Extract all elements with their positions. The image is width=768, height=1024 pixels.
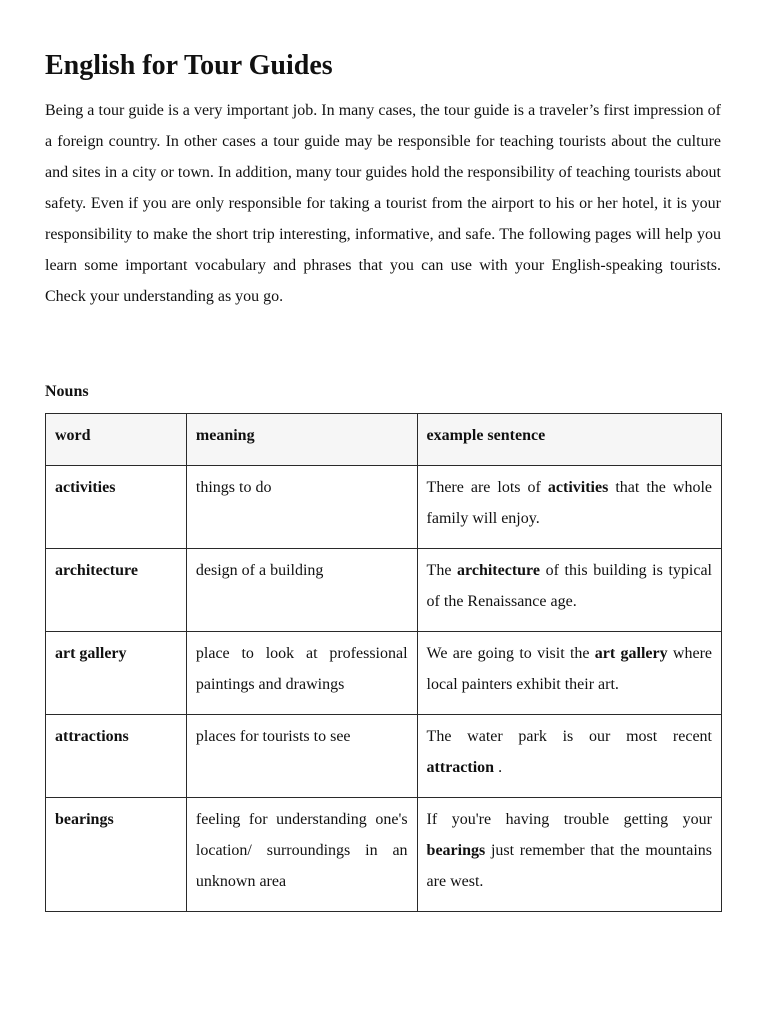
table-row <box>46 798 722 912</box>
table-row <box>46 549 722 632</box>
cell-word: bearings <box>46 798 187 912</box>
example-text: where local painters exhibit their art. <box>426 645 712 693</box>
example-term: architecture <box>457 562 540 579</box>
table-header-row <box>46 414 722 466</box>
cell-example <box>417 798 721 912</box>
cell-meaning: feeling for understanding one's location/ surroundings in an unknown area <box>186 798 417 912</box>
cell-meaning: places for tourists to see <box>186 715 417 798</box>
cell-example <box>417 715 721 798</box>
example-text: just remember that the mountains are west. <box>426 842 712 890</box>
example-text: The water park is our most recent <box>426 728 712 745</box>
vocabulary-table <box>45 413 722 912</box>
intro-paragraph: Being a tour guide is a very important job. In many cases, the tour guide is a traveler’s first impression of a foreign country. In other cases a tour guide may be responsible for teaching tourists about the culture and sites in a city or town. In addition, many tour guides hold the responsibility of teaching tourists about safety. Even if you are only responsible for taking a tourist from the airport to his or her hotel, it is your responsibility to make the short trip interesting, informative, and safe. The following pages will help you learn some important vocabulary and phrases that you can use with your English-speaking tourists. Check your understanding as you go. <box>45 102 721 305</box>
cell-example <box>417 549 721 632</box>
example-term: bearings <box>426 842 486 859</box>
table-row <box>46 715 722 798</box>
page-title: English for Tour Guides <box>45 50 333 81</box>
example-text: If you're having trouble getting your <box>426 811 712 828</box>
cell-meaning: things to do <box>186 466 417 549</box>
table-row <box>46 466 722 549</box>
cell-word: activities <box>46 466 187 549</box>
header-example-sentence: example sentence <box>417 414 721 466</box>
example-text: We are going to visit the <box>426 645 595 662</box>
cell-word: architecture <box>46 549 187 632</box>
example-term: activities <box>547 479 609 496</box>
cell-example <box>417 632 721 715</box>
example-text: . <box>494 759 503 776</box>
example-text: The <box>426 562 458 579</box>
example-term: art gallery <box>594 645 668 662</box>
cell-word: art gallery <box>46 632 187 715</box>
header-word: word <box>46 414 187 466</box>
table-row <box>46 632 722 715</box>
header-meaning: meaning <box>186 414 417 466</box>
example-text: that the whole family will enjoy. <box>426 479 712 527</box>
cell-meaning: place to look at professional paintings and drawings <box>186 632 417 715</box>
cell-word: attractions <box>46 715 187 798</box>
cell-example <box>417 466 721 549</box>
example-text: of this building is typical of the Renaissance age. <box>426 562 712 610</box>
example-term: attraction <box>426 759 495 776</box>
cell-meaning: design of a building <box>186 549 417 632</box>
example-text: There are lots of <box>426 479 548 496</box>
section-heading-nouns: Nouns <box>45 383 89 400</box>
